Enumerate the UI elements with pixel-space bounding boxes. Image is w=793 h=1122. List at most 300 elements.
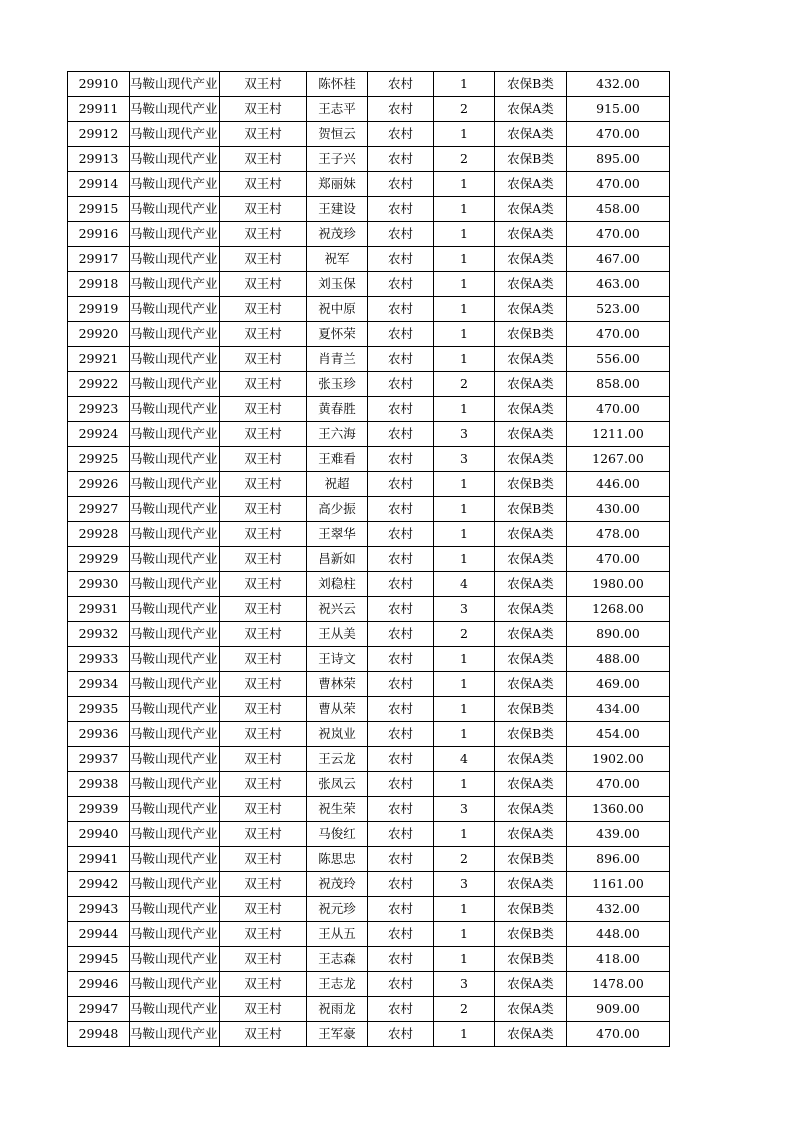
cell-name: 王六海: [307, 422, 368, 447]
cell-town: 马鞍山现代产业: [130, 722, 220, 747]
cell-amount: 858.00: [567, 372, 670, 397]
cell-id: 29923: [68, 397, 130, 422]
cell-amount: 439.00: [567, 822, 670, 847]
cell-name: 王诗文: [307, 647, 368, 672]
cell-amount: 890.00: [567, 622, 670, 647]
cell-name: 王志龙: [307, 972, 368, 997]
cell-village: 双王村: [220, 672, 307, 697]
cell-town: 马鞍山现代产业: [130, 847, 220, 872]
cell-count: 1: [434, 347, 495, 372]
cell-count: 1: [434, 897, 495, 922]
cell-id: 29928: [68, 522, 130, 547]
cell-name: 王从五: [307, 922, 368, 947]
cell-type: 农村: [368, 822, 434, 847]
cell-village: 双王村: [220, 822, 307, 847]
table-row: [68, 922, 670, 947]
cell-id: 29942: [68, 872, 130, 897]
table-row: [68, 747, 670, 772]
cell-type: 农村: [368, 172, 434, 197]
cell-amount: 915.00: [567, 97, 670, 122]
table-row: [68, 547, 670, 572]
data-table: [67, 71, 670, 1047]
cell-town: 马鞍山现代产业: [130, 147, 220, 172]
cell-town: 马鞍山现代产业: [130, 347, 220, 372]
cell-type: 农村: [368, 1022, 434, 1047]
cell-count: 1: [434, 222, 495, 247]
cell-amount: 470.00: [567, 1022, 670, 1047]
cell-name: 曹从荣: [307, 697, 368, 722]
cell-type: 农村: [368, 872, 434, 897]
cell-town: 马鞍山现代产业: [130, 972, 220, 997]
table-row: [68, 697, 670, 722]
cell-village: 双王村: [220, 872, 307, 897]
cell-type: 农村: [368, 597, 434, 622]
cell-category: 农保B类: [495, 72, 567, 97]
cell-village: 双王村: [220, 972, 307, 997]
cell-category: 农保B类: [495, 897, 567, 922]
cell-amount: 430.00: [567, 497, 670, 522]
cell-count: 1: [434, 322, 495, 347]
cell-type: 农村: [368, 272, 434, 297]
cell-village: 双王村: [220, 647, 307, 672]
cell-category: 农保A类: [495, 597, 567, 622]
cell-name: 王志森: [307, 947, 368, 972]
cell-count: 2: [434, 372, 495, 397]
cell-type: 农村: [368, 147, 434, 172]
cell-count: 3: [434, 422, 495, 447]
cell-type: 农村: [368, 422, 434, 447]
cell-amount: 463.00: [567, 272, 670, 297]
cell-amount: 432.00: [567, 72, 670, 97]
cell-category: 农保A类: [495, 422, 567, 447]
cell-town: 马鞍山现代产业: [130, 997, 220, 1022]
cell-type: 农村: [368, 247, 434, 272]
cell-town: 马鞍山现代产业: [130, 197, 220, 222]
cell-name: 陈思忠: [307, 847, 368, 872]
cell-count: 3: [434, 597, 495, 622]
cell-town: 马鞍山现代产业: [130, 172, 220, 197]
cell-amount: 418.00: [567, 947, 670, 972]
table-row: [68, 847, 670, 872]
cell-name: 祝岚业: [307, 722, 368, 747]
cell-amount: 1211.00: [567, 422, 670, 447]
cell-amount: 1478.00: [567, 972, 670, 997]
cell-id: 29934: [68, 672, 130, 697]
cell-type: 农村: [368, 297, 434, 322]
cell-village: 双王村: [220, 947, 307, 972]
cell-amount: 458.00: [567, 197, 670, 222]
cell-category: 农保A类: [495, 197, 567, 222]
cell-category: 农保B类: [495, 497, 567, 522]
cell-category: 农保A类: [495, 647, 567, 672]
cell-id: 29937: [68, 747, 130, 772]
cell-type: 农村: [368, 672, 434, 697]
cell-amount: 556.00: [567, 347, 670, 372]
cell-village: 双王村: [220, 547, 307, 572]
cell-id: 29924: [68, 422, 130, 447]
cell-village: 双王村: [220, 522, 307, 547]
cell-category: 农保A类: [495, 272, 567, 297]
cell-town: 马鞍山现代产业: [130, 897, 220, 922]
cell-type: 农村: [368, 322, 434, 347]
cell-category: 农保B类: [495, 322, 567, 347]
cell-category: 农保A类: [495, 822, 567, 847]
table-row: [68, 947, 670, 972]
cell-town: 马鞍山现代产业: [130, 672, 220, 697]
cell-id: 29922: [68, 372, 130, 397]
cell-type: 农村: [368, 772, 434, 797]
cell-category: 农保A类: [495, 997, 567, 1022]
cell-category: 农保A类: [495, 447, 567, 472]
cell-village: 双王村: [220, 472, 307, 497]
cell-count: 1: [434, 672, 495, 697]
cell-name: 祝雨龙: [307, 997, 368, 1022]
cell-name: 祝生荣: [307, 797, 368, 822]
cell-count: 2: [434, 147, 495, 172]
cell-category: 农保A类: [495, 797, 567, 822]
table-body: [68, 72, 670, 1047]
cell-town: 马鞍山现代产业: [130, 1022, 220, 1047]
cell-village: 双王村: [220, 772, 307, 797]
cell-count: 1: [434, 122, 495, 147]
cell-name: 王从美: [307, 622, 368, 647]
cell-amount: 1902.00: [567, 747, 670, 772]
cell-category: 农保B类: [495, 947, 567, 972]
cell-category: 农保A类: [495, 772, 567, 797]
cell-category: 农保B类: [495, 847, 567, 872]
cell-type: 农村: [368, 947, 434, 972]
cell-type: 农村: [368, 447, 434, 472]
cell-id: 29947: [68, 997, 130, 1022]
cell-id: 29921: [68, 347, 130, 372]
table-row: [68, 822, 670, 847]
cell-name: 王难看: [307, 447, 368, 472]
cell-name: 祝中原: [307, 297, 368, 322]
cell-amount: 446.00: [567, 472, 670, 497]
cell-name: 王云龙: [307, 747, 368, 772]
cell-id: 29920: [68, 322, 130, 347]
cell-id: 29930: [68, 572, 130, 597]
cell-category: 农保A类: [495, 622, 567, 647]
cell-town: 马鞍山现代产业: [130, 647, 220, 672]
cell-type: 农村: [368, 922, 434, 947]
cell-count: 2: [434, 847, 495, 872]
cell-name: 郑丽妹: [307, 172, 368, 197]
cell-name: 肖青兰: [307, 347, 368, 372]
cell-village: 双王村: [220, 197, 307, 222]
cell-id: 29914: [68, 172, 130, 197]
table-row: [68, 997, 670, 1022]
cell-type: 农村: [368, 497, 434, 522]
cell-amount: 470.00: [567, 222, 670, 247]
cell-category: 农保A类: [495, 747, 567, 772]
cell-category: 农保A类: [495, 572, 567, 597]
cell-name: 王建设: [307, 197, 368, 222]
cell-category: 农保B类: [495, 472, 567, 497]
table-row: [68, 1022, 670, 1047]
table-row: [68, 472, 670, 497]
cell-id: 29933: [68, 647, 130, 672]
cell-category: 农保B类: [495, 922, 567, 947]
cell-count: 1: [434, 922, 495, 947]
table-row: [68, 322, 670, 347]
cell-town: 马鞍山现代产业: [130, 822, 220, 847]
cell-category: 农保A类: [495, 397, 567, 422]
table-row: [68, 872, 670, 897]
cell-category: 农保A类: [495, 222, 567, 247]
cell-type: 农村: [368, 747, 434, 772]
cell-town: 马鞍山现代产业: [130, 122, 220, 147]
cell-town: 马鞍山现代产业: [130, 497, 220, 522]
table-row: [68, 97, 670, 122]
cell-town: 马鞍山现代产业: [130, 697, 220, 722]
cell-village: 双王村: [220, 422, 307, 447]
cell-type: 农村: [368, 997, 434, 1022]
table-row: [68, 672, 670, 697]
cell-category: 农保A类: [495, 97, 567, 122]
cell-village: 双王村: [220, 847, 307, 872]
cell-town: 马鞍山现代产业: [130, 447, 220, 472]
cell-count: 1: [434, 722, 495, 747]
cell-type: 农村: [368, 72, 434, 97]
cell-id: 29916: [68, 222, 130, 247]
cell-town: 马鞍山现代产业: [130, 572, 220, 597]
cell-village: 双王村: [220, 97, 307, 122]
cell-town: 马鞍山现代产业: [130, 372, 220, 397]
cell-id: 29926: [68, 472, 130, 497]
cell-town: 马鞍山现代产业: [130, 472, 220, 497]
cell-town: 马鞍山现代产业: [130, 922, 220, 947]
cell-town: 马鞍山现代产业: [130, 97, 220, 122]
cell-name: 王翠华: [307, 522, 368, 547]
cell-amount: 478.00: [567, 522, 670, 547]
cell-type: 农村: [368, 522, 434, 547]
cell-count: 3: [434, 872, 495, 897]
cell-town: 马鞍山现代产业: [130, 247, 220, 272]
cell-type: 农村: [368, 847, 434, 872]
cell-name: 马俊红: [307, 822, 368, 847]
table-row: [68, 272, 670, 297]
cell-id: 29910: [68, 72, 130, 97]
cell-count: 1: [434, 172, 495, 197]
cell-village: 双王村: [220, 447, 307, 472]
table-row: [68, 972, 670, 997]
cell-id: 29943: [68, 897, 130, 922]
cell-id: 29936: [68, 722, 130, 747]
table-row: [68, 297, 670, 322]
cell-id: 29945: [68, 947, 130, 972]
cell-town: 马鞍山现代产业: [130, 747, 220, 772]
cell-name: 祝超: [307, 472, 368, 497]
cell-id: 29918: [68, 272, 130, 297]
cell-amount: 470.00: [567, 397, 670, 422]
cell-id: 29948: [68, 1022, 130, 1047]
table-row: [68, 147, 670, 172]
cell-type: 农村: [368, 197, 434, 222]
table-row: [68, 397, 670, 422]
cell-category: 农保A类: [495, 247, 567, 272]
cell-village: 双王村: [220, 572, 307, 597]
cell-village: 双王村: [220, 722, 307, 747]
cell-count: 3: [434, 797, 495, 822]
cell-type: 农村: [368, 897, 434, 922]
cell-name: 贺恒云: [307, 122, 368, 147]
cell-name: 祝军: [307, 247, 368, 272]
cell-village: 双王村: [220, 747, 307, 772]
cell-amount: 896.00: [567, 847, 670, 872]
cell-amount: 470.00: [567, 772, 670, 797]
cell-village: 双王村: [220, 122, 307, 147]
cell-amount: 895.00: [567, 147, 670, 172]
cell-name: 昌新如: [307, 547, 368, 572]
table-row: [68, 797, 670, 822]
cell-amount: 467.00: [567, 247, 670, 272]
cell-town: 马鞍山现代产业: [130, 397, 220, 422]
cell-village: 双王村: [220, 147, 307, 172]
cell-count: 2: [434, 97, 495, 122]
cell-id: 29929: [68, 547, 130, 572]
cell-village: 双王村: [220, 172, 307, 197]
table-row: [68, 622, 670, 647]
cell-name: 王子兴: [307, 147, 368, 172]
cell-count: 1: [434, 1022, 495, 1047]
cell-village: 双王村: [220, 297, 307, 322]
cell-amount: 1267.00: [567, 447, 670, 472]
cell-type: 农村: [368, 722, 434, 747]
cell-count: 4: [434, 572, 495, 597]
cell-name: 陈怀桂: [307, 72, 368, 97]
cell-town: 马鞍山现代产业: [130, 297, 220, 322]
cell-amount: 1268.00: [567, 597, 670, 622]
table-row: [68, 897, 670, 922]
table-row: [68, 422, 670, 447]
cell-id: 29915: [68, 197, 130, 222]
cell-count: 1: [434, 497, 495, 522]
cell-name: 王志平: [307, 97, 368, 122]
cell-type: 农村: [368, 97, 434, 122]
cell-town: 马鞍山现代产业: [130, 422, 220, 447]
cell-count: 3: [434, 447, 495, 472]
cell-count: 1: [434, 647, 495, 672]
cell-amount: 469.00: [567, 672, 670, 697]
cell-type: 农村: [368, 397, 434, 422]
cell-village: 双王村: [220, 247, 307, 272]
cell-count: 4: [434, 747, 495, 772]
cell-id: 29911: [68, 97, 130, 122]
cell-id: 29912: [68, 122, 130, 147]
cell-town: 马鞍山现代产业: [130, 797, 220, 822]
table-row: [68, 497, 670, 522]
cell-amount: 454.00: [567, 722, 670, 747]
table-row: [68, 247, 670, 272]
cell-name: 刘玉保: [307, 272, 368, 297]
cell-type: 农村: [368, 472, 434, 497]
cell-id: 29931: [68, 597, 130, 622]
cell-amount: 470.00: [567, 547, 670, 572]
cell-id: 29925: [68, 447, 130, 472]
cell-amount: 470.00: [567, 122, 670, 147]
cell-amount: 1980.00: [567, 572, 670, 597]
cell-town: 马鞍山现代产业: [130, 872, 220, 897]
cell-count: 1: [434, 822, 495, 847]
cell-town: 马鞍山现代产业: [130, 322, 220, 347]
cell-count: 1: [434, 197, 495, 222]
cell-name: 曹林荣: [307, 672, 368, 697]
cell-count: 1: [434, 72, 495, 97]
cell-town: 马鞍山现代产业: [130, 222, 220, 247]
cell-name: 祝茂玲: [307, 872, 368, 897]
cell-amount: 470.00: [567, 172, 670, 197]
cell-count: 1: [434, 772, 495, 797]
cell-category: 农保A类: [495, 672, 567, 697]
table-row: [68, 447, 670, 472]
cell-village: 双王村: [220, 597, 307, 622]
cell-category: 农保A类: [495, 297, 567, 322]
cell-village: 双王村: [220, 222, 307, 247]
table-row: [68, 522, 670, 547]
cell-type: 农村: [368, 697, 434, 722]
cell-count: 1: [434, 272, 495, 297]
cell-name: 刘稳柱: [307, 572, 368, 597]
cell-id: 29946: [68, 972, 130, 997]
table-row: [68, 172, 670, 197]
cell-amount: 470.00: [567, 322, 670, 347]
cell-amount: 909.00: [567, 997, 670, 1022]
cell-category: 农保A类: [495, 172, 567, 197]
cell-id: 29913: [68, 147, 130, 172]
cell-name: 祝兴云: [307, 597, 368, 622]
cell-village: 双王村: [220, 497, 307, 522]
cell-type: 农村: [368, 622, 434, 647]
cell-village: 双王村: [220, 922, 307, 947]
cell-village: 双王村: [220, 797, 307, 822]
cell-type: 农村: [368, 972, 434, 997]
table-row: [68, 197, 670, 222]
table-row: [68, 572, 670, 597]
cell-village: 双王村: [220, 322, 307, 347]
cell-category: 农保A类: [495, 522, 567, 547]
cell-id: 29935: [68, 697, 130, 722]
cell-category: 农保A类: [495, 372, 567, 397]
table-row: [68, 372, 670, 397]
cell-id: 29944: [68, 922, 130, 947]
cell-type: 农村: [368, 372, 434, 397]
cell-name: 祝茂珍: [307, 222, 368, 247]
cell-count: 2: [434, 997, 495, 1022]
cell-count: 1: [434, 397, 495, 422]
cell-town: 马鞍山现代产业: [130, 947, 220, 972]
cell-village: 双王村: [220, 372, 307, 397]
cell-id: 29938: [68, 772, 130, 797]
cell-village: 双王村: [220, 72, 307, 97]
cell-category: 农保A类: [495, 122, 567, 147]
cell-village: 双王村: [220, 697, 307, 722]
cell-category: 农保B类: [495, 697, 567, 722]
cell-id: 29917: [68, 247, 130, 272]
cell-id: 29932: [68, 622, 130, 647]
cell-count: 1: [434, 947, 495, 972]
cell-type: 农村: [368, 797, 434, 822]
table-row: [68, 597, 670, 622]
cell-village: 双王村: [220, 272, 307, 297]
cell-town: 马鞍山现代产业: [130, 622, 220, 647]
cell-id: 29940: [68, 822, 130, 847]
cell-count: 3: [434, 972, 495, 997]
cell-type: 农村: [368, 547, 434, 572]
cell-village: 双王村: [220, 897, 307, 922]
cell-id: 29939: [68, 797, 130, 822]
cell-name: 张凤云: [307, 772, 368, 797]
